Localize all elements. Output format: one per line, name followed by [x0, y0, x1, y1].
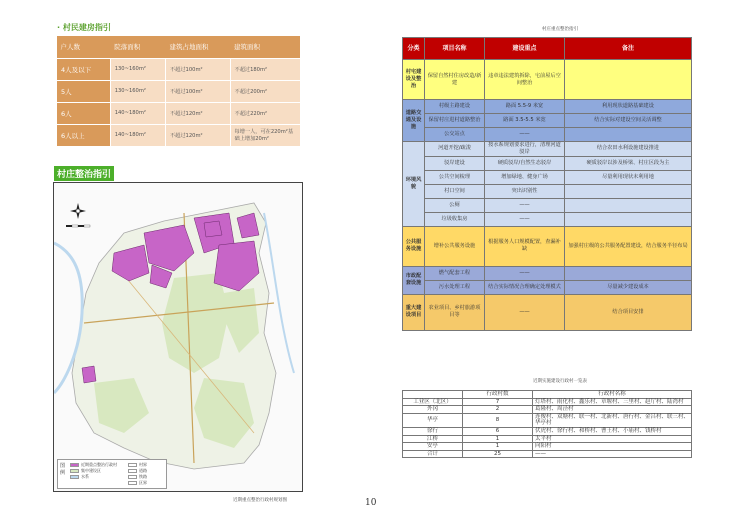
reno-row [403, 198, 692, 212]
legend-swatch-icon [70, 469, 79, 473]
house-cell: 140~180m² [110, 124, 165, 146]
reno-cell: 结合实际对建设空间灵活调整 [565, 114, 692, 128]
section-title: · 村民建房指引 [57, 23, 111, 32]
reno-cell: 公厕 [425, 198, 485, 212]
legend-label: 区界 [139, 480, 147, 485]
reno-cell [565, 60, 692, 100]
village-cell: 外冈 [403, 406, 463, 414]
reno-cell: —— [485, 266, 565, 280]
reno-cell: 公交站点 [425, 128, 485, 142]
reno-row [403, 280, 692, 294]
reno-cell: 路面 3.5-5.5 米宽 [485, 114, 565, 128]
reno-cell: 结合农田水利设施建设推进 [565, 142, 692, 157]
village-cell: 华亭 [403, 413, 463, 427]
reno-cell [565, 184, 692, 198]
reno-row [403, 128, 692, 142]
north-arrow-icon [70, 203, 86, 219]
reno-cell: 驳岸建设 [425, 156, 485, 170]
house-cell: 不超过100m² [165, 58, 230, 80]
house-header: 建筑占地面积 [165, 36, 230, 58]
reno-cell: 农业项目、乡村旅游项目等 [425, 294, 485, 330]
village-header: 行政村名称 [533, 391, 692, 399]
household-table [56, 36, 300, 147]
reno-cell: 尽量减少建设成本 [565, 280, 692, 294]
reno-cell: 结合项目安排 [565, 294, 692, 330]
scale-bar-icon [66, 225, 90, 227]
house-cell: 4人及以下 [57, 58, 111, 80]
legend-label: 水系 [81, 474, 89, 479]
reno-category: 道路交通及设施 [403, 100, 425, 142]
reno-cell: 硬质驳岸以涉及桥梁、村庄区段为主 [565, 156, 692, 170]
house-cell: 每增一人，可在220m²基础上增加20m² [230, 124, 300, 146]
house-row [57, 58, 301, 80]
reno-cell: 突出识别性 [485, 184, 565, 198]
village-cell: 工业区（北区） [403, 398, 463, 406]
reno-cell: —— [485, 128, 565, 142]
village-cell: 江桥 [403, 435, 463, 443]
reno-cell: —— [485, 294, 565, 330]
house-cell: 130~160m² [110, 80, 165, 102]
village-cell: 灯塔村、雨化村、鑫乐村、章堰村、三里村、赵厅村、陆湾村 [533, 398, 692, 406]
reno-header: 建设重点 [485, 38, 565, 60]
reno-cell [565, 198, 692, 212]
village-cell: 太平村 [533, 435, 692, 443]
village-row [403, 413, 692, 427]
reno-row [403, 142, 692, 157]
house-header: 户人数 [57, 36, 111, 58]
village-cell: 7 [463, 398, 533, 406]
reno-cell: 路面 5.5-9 米宽 [485, 100, 565, 114]
house-header: 建筑面积 [230, 36, 300, 58]
house-cell: 不超过120m² [165, 124, 230, 146]
village-cell: 连俊村、双塘村、联一村、北新村、唐行村、金吕村、联三村、华亭村 [533, 413, 692, 427]
reno-cell: 按水系规划要求进行，清理河道驳岸 [485, 142, 565, 157]
reno-category: 环境风貌 [403, 142, 425, 227]
reno-row [403, 170, 692, 184]
village-list-table [402, 390, 692, 458]
house-header: 院落面积 [110, 36, 165, 58]
village-header: 行政村数 [463, 391, 533, 399]
reno-cell: 村级主路建设 [425, 100, 485, 114]
house-cell: 140~180m² [110, 102, 165, 124]
reno-row [403, 156, 692, 170]
reno-cell: 根据服务人口规模配置，查漏补缺 [485, 226, 565, 266]
reno-row [403, 212, 692, 226]
village-map [54, 183, 302, 491]
reno-row [403, 294, 692, 330]
house-cell: 不超过100m² [165, 80, 230, 102]
village-cell: 1 [463, 443, 533, 451]
reno-cell: 结合实际情况合理确定处理模式 [485, 280, 565, 294]
village-header [403, 391, 463, 399]
legend-label: 铁路 [139, 474, 147, 479]
house-cell: 6人以上 [57, 124, 111, 146]
village-cell: 1 [463, 435, 533, 443]
village-cell: 葛隆村、周泾村 [533, 406, 692, 414]
reno-cell: —— [485, 212, 565, 226]
village-cell: 伏虎村、徐行村、和桥村、曹王村、小庙村、钱桥村 [533, 427, 692, 435]
reno-cell: 污水处理工程 [425, 280, 485, 294]
reno-cell: —— [485, 198, 565, 212]
village-row [403, 443, 692, 451]
village-cell: —— [533, 450, 692, 458]
reno-table-title: 村庄重点整治指引 [542, 27, 578, 32]
legend-swatch-icon [70, 475, 79, 479]
reno-cell [565, 212, 692, 226]
village-cell: 徐行 [403, 427, 463, 435]
guide-title: 村庄整治指引 [54, 166, 114, 181]
village-table-title: 近期实施建设行政村一览表 [533, 379, 587, 384]
village-cell: 8 [463, 413, 533, 427]
village-row [403, 398, 692, 406]
house-cell: 6人 [57, 102, 111, 124]
page-number: 10 [365, 498, 377, 508]
reno-cell: 村口空间 [425, 184, 485, 198]
village-cell: 向阳村 [533, 443, 692, 451]
legend-swatch-icon [70, 463, 79, 467]
legend-tag: 图 例 [60, 463, 66, 476]
legend-item [128, 480, 147, 486]
legend-label: 集中建设区 [81, 468, 101, 473]
reno-header: 项目名称 [425, 38, 485, 60]
house-row [57, 124, 301, 146]
reno-cell: 保留自然村住房改造/新建 [425, 60, 485, 100]
reno-cell: 增补公共服务设施 [425, 226, 485, 266]
house-row [57, 80, 301, 102]
village-row [403, 406, 692, 414]
village-cell: 6 [463, 427, 533, 435]
village-row [403, 427, 692, 435]
legend-swatch-icon [128, 469, 137, 473]
house-cell: 不超过120m² [165, 102, 230, 124]
reno-row [403, 226, 692, 266]
reno-cell: 尽量利用现状未利用地 [565, 170, 692, 184]
house-cell: 不超过180m² [230, 58, 300, 80]
village-cell: 25 [463, 450, 533, 458]
legend-swatch-icon [128, 475, 137, 479]
reno-cell: 河道开挖/疏浚 [425, 142, 485, 157]
renovation-table [402, 37, 692, 331]
map-legend [57, 459, 167, 489]
reno-cell: 增加绿地、健身广场 [485, 170, 565, 184]
legend-label: 近期重点整治行政村 [81, 462, 117, 467]
reno-category: 市政配套设施 [403, 266, 425, 294]
legend-item [70, 474, 117, 480]
reno-header: 分类 [403, 38, 425, 60]
legend-label: 道路 [139, 468, 147, 473]
reno-cell: 利用现状道路基础建设 [565, 100, 692, 114]
house-cell: 5人 [57, 80, 111, 102]
reno-cell: 燃气配套工程 [425, 266, 485, 280]
legend-label: 村界 [139, 462, 147, 467]
reno-cell: 硬质驳岸/自然生态驳岸 [485, 156, 565, 170]
reno-cell: 违章违法建筑拆除，宅前屋后空间整治 [485, 60, 565, 100]
map-caption: 近期重点整治行政村规划图 [233, 498, 287, 503]
reno-row [403, 100, 692, 114]
reno-row [403, 114, 692, 128]
reno-cell: 垃圾收集房 [425, 212, 485, 226]
reno-row [403, 266, 692, 280]
village-row [403, 435, 692, 443]
map-figure [53, 182, 303, 492]
legend-swatch-icon [128, 463, 137, 467]
village-row [403, 450, 692, 458]
reno-cell: 公共空间梳理 [425, 170, 485, 184]
reno-cell: 加强村庄级的公共服务配置建设，结合服务半径布局 [565, 226, 692, 266]
village-cell: 安亭 [403, 443, 463, 451]
reno-category: 村宅建设及整治 [403, 60, 425, 100]
reno-row [403, 184, 692, 198]
house-row [57, 102, 301, 124]
reno-cell [565, 128, 692, 142]
village-cell: 2 [463, 406, 533, 414]
legend-swatch-icon [128, 481, 137, 485]
reno-category: 公共服务设施 [403, 226, 425, 266]
reno-cell: 保留村庄进村道路整治 [425, 114, 485, 128]
reno-category: 重大建设项目 [403, 294, 425, 330]
house-cell: 130~160m² [110, 58, 165, 80]
house-cell: 不超过200m² [230, 80, 300, 102]
house-cell: 不超过220m² [230, 102, 300, 124]
reno-cell [565, 266, 692, 280]
reno-row [403, 60, 692, 100]
village-cell: 合计 [403, 450, 463, 458]
reno-header: 备注 [565, 38, 692, 60]
